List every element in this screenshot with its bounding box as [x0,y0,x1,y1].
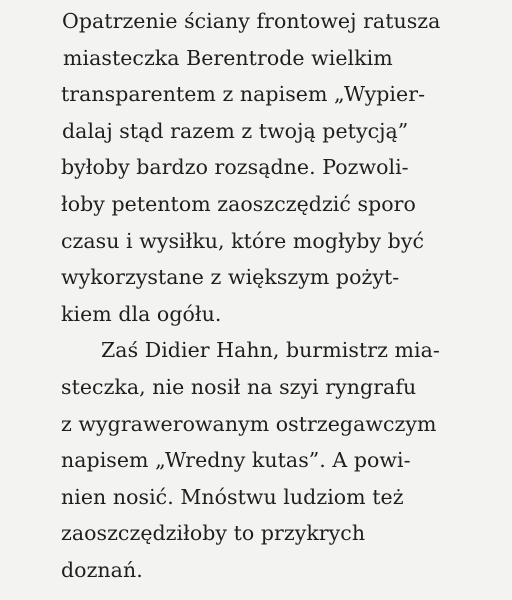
text-line: czasu i wysiłku, które mogłyby być [61,228,425,253]
text-line: wykorzystane z większym pożyt- [61,265,400,290]
text-line: nien nosić. Mnóstwu ludziom też [61,484,404,509]
paragraph-1 [0,3,512,332]
text-line: zaoszczędziłoby to przykrych [61,521,366,546]
text-line: transparentem z napisem „Wypier- [61,82,426,107]
text-line: łoby petentom zaoszczędzić sporo [61,191,416,216]
text-line: miasteczka Berentrode wielkim [63,45,393,70]
text-line: kiem dla ogółu. [61,301,222,326]
text-line: napisem „Wredny kutas”. A powi- [61,448,411,473]
paragraph-2 [0,332,512,588]
text-line: z wygrawerowanym ostrzegawczym [61,411,437,436]
text-line: Opatrzenie ściany frontowej ratusza [62,9,441,33]
text-line: byłoby bardzo rozsądne. Pozwoli- [61,155,409,180]
text-line: Zaś Didier Hahn, burmistrz mia- [101,338,440,363]
text-line: dalaj stąd razem z twoją petycją” [62,118,409,143]
text-line: doznań. [61,557,143,582]
text-line: steczka, nie nosił na szyi ryngrafu [61,374,417,399]
